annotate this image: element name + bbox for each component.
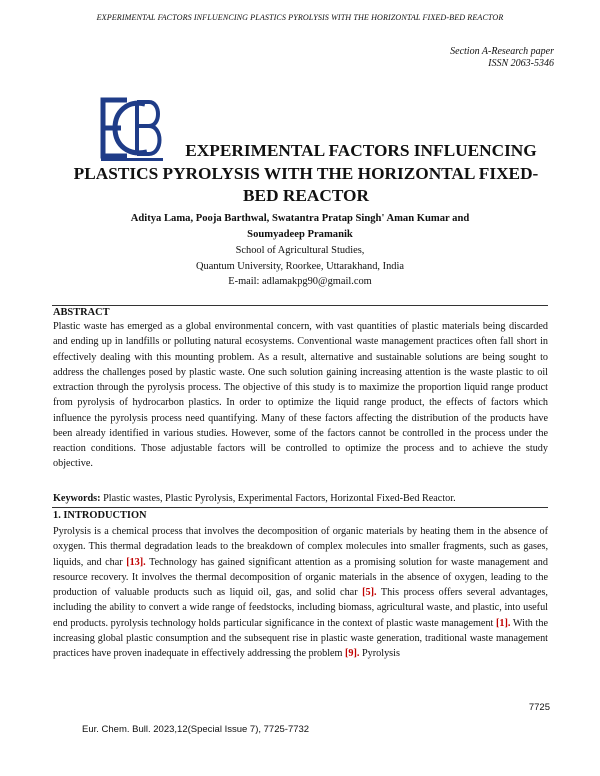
paper-title <box>60 140 552 208</box>
citation-13[interactable]: [13]. <box>126 556 146 568</box>
citation-5[interactable]: [5]. <box>362 587 377 598</box>
divider-intro <box>52 507 548 508</box>
running-head: EXPERIMENTAL FACTORS INFLUENCING PLASTICS PYROLYSIS WITH THE HORIZONTAL FIXED-BED REACTOR <box>96 13 504 22</box>
intro-heading: 1. INTRODUCTION <box>53 510 147 521</box>
affiliation <box>40 243 560 290</box>
page-number: 7725 <box>528 702 550 713</box>
authors-line-1: Aditya Lama, Pooja Barthwal, Swatantra Pratap Singh' Aman Kumar and <box>130 213 470 224</box>
abstract-text: Plastic waste has emerged as a global environmental concern, with vast quantities of plastic materials being discarded and ending up in landfills or polluting natural ecosystems. Conventional waste management practices often fall short in effectively dealing with this mounting problem. As a result, alternative and sustainable solutions are being sought to address the challenges posed by plastic waste. One such solution gaining increasing attention is the waste plastic to oil extraction through the pyrolysis process. The objective of this study is to maximize the proportion liquid range product from pyrolysis of hydrocarbon plastics. In order to optimize the liquid range product, the effects of factors which influence the pyrolysis process need quantifying. Many of these factors affecting the distribution of the products have been already identified in various studies. However, some of the factors cannot be controlled in the process under the reaction conditions. Those adjustable factors will be controlled to optimize the process and to achieve the study objective. <box>53 321 548 470</box>
authors <box>40 211 560 243</box>
affiliation-line-1: School of Agricultural Studies, <box>235 245 365 256</box>
title-line-2: PLASTICS PYROLYSIS WITH THE HORIZONTAL FIXED- <box>73 163 539 183</box>
keywords-label: Keywords: <box>53 493 101 504</box>
title-line-3: BED REACTOR <box>243 186 369 206</box>
section-info <box>450 46 554 70</box>
keywords-text: Plastic wastes, Plastic Pyrolysis, Experimental Factors, Horizontal Fixed-Bed Reactor. <box>100 493 456 504</box>
affiliation-line-2: Quantum University, Roorkee, Uttarakhand, India <box>196 260 404 272</box>
logo-text: ECB <box>97 94 99 95</box>
title-line-1: EXPERIMENTAL FACTORS INFLUENCING <box>185 141 537 160</box>
citation-9[interactable]: [9]. <box>345 648 360 659</box>
email: E-mail: adlamakpg90@gmail.com <box>228 276 372 288</box>
abstract-heading: ABSTRACT <box>53 307 110 318</box>
keywords <box>53 492 548 506</box>
intro-text: Pyrolysis is a chemical process that involves the decomposition of organic materials by heating them in the absence of oxygen. This thermal degradation leads to the breakdown of complex molecules into smaller fragments, such as gases, liquids, and char [13]. Technology has gained significant attention as a promising solution for waste management and resource recovery. It involves the thermal decomposition of organic materials in the absence of oxygen, leading to the production of valuable products such as liquid oil, gas, and solid char [5]. This process offers several advantages, including the ability to convert a wide range of feedstocks, including biomass, agricultural waste, and plastic, into useful end products. pyrolysis technology holds particular significance in the context of plastic waste management [1]. With the increasing global plastic consumption and the subsequent rise in plastic waste generation, traditional waste management practices have proven inadequate in effectively addressing the problem [9]. Pyrolysis <box>53 526 548 659</box>
journal-footer: Eur. Chem. Bull. 2023,12(Special Issue 7), 7725-7732 <box>82 724 310 735</box>
authors-line-2: Soumyadeep Pramanik <box>247 229 353 240</box>
divider-top <box>52 305 548 306</box>
section-label: Section A-Research paper <box>450 46 554 57</box>
issn-label: ISSN 2063-5346 <box>488 58 554 69</box>
citation-1[interactable]: [1]. <box>496 617 511 629</box>
